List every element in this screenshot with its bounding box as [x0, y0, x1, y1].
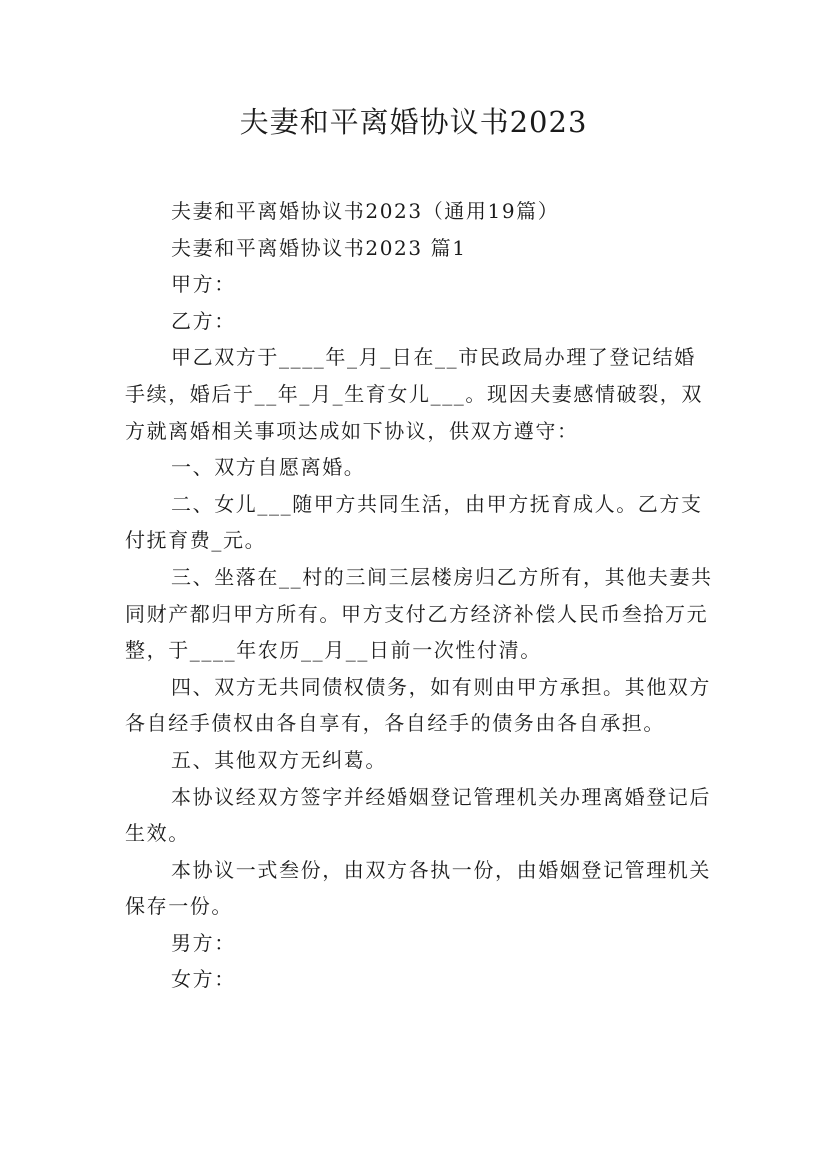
clause-2: 二、女儿___随甲方共同生活，由甲方抚育成人。乙方支付抚育费_元。: [125, 491, 703, 553]
section-heading: 夫妻和平离婚协议书2023 篇1: [171, 235, 467, 260]
party-b-line: 乙方：: [171, 308, 236, 333]
copies-paragraph: 本协议一式叁份，由双方各执一份，由婚姻登记管理机关保存一份。: [125, 857, 711, 919]
subtitle-paragraph: 夫妻和平离婚协议书2023（通用19篇）: [171, 199, 560, 223]
clause-5: 五、其他双方无纠葛。: [171, 747, 387, 772]
intro-paragraph: 甲乙双方于____年_月_日在__市民政局办理了登记结婚手续，婚后于__年_月_生育女儿___。现因夫妻感情破裂，双方就离婚相关事项达成如下协议，供双方遵守：: [125, 345, 703, 443]
clause-3: 三、坐落在__村的三间三层楼房归乙方所有，其他夫妻共同财产都归甲方所有。甲方支付乙方经济补偿人民币叁拾万元整，于____年农历__月__日前一次性付清。: [125, 564, 713, 663]
wife-signature-line: 女方：: [171, 967, 236, 992]
party-a-line: 甲方：: [171, 272, 236, 297]
clause-4: 四、双方无共同债权债务，如有则由甲方承担。其他双方各自经手债权由各自享有，各自经手的债务由各自承担。: [125, 674, 711, 736]
effect-paragraph: 本协议经双方签字并经婚姻登记管理机关办理离婚登记后生效。: [125, 784, 711, 846]
clause-1: 一、双方自愿离婚。: [171, 455, 366, 480]
document-body: [125, 193, 715, 998]
husband-signature-line: 男方：: [171, 930, 236, 955]
document-title: 夫妻和平离婚协议书2023: [239, 105, 588, 139]
